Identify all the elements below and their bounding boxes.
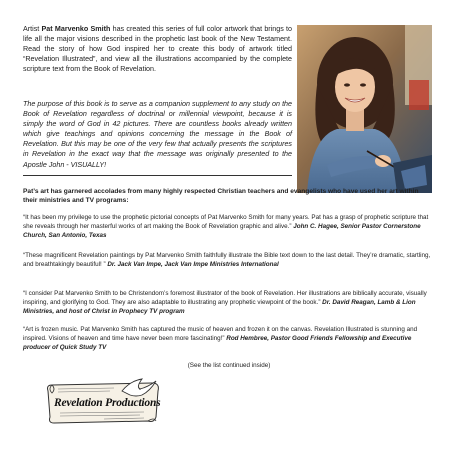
artist-photo-illustration	[297, 25, 432, 193]
intro-lead: Artist	[23, 25, 42, 33]
quote-text: “I consider Pat Marvenko Smith to be Christendom’s foremost illustrator of the book of Revelation. Her illustrations are biblically accurate, visually inspiring, and glorifying to God. They are also adaptable to illustrating any prophetic viewpoint of the book.”	[23, 290, 427, 307]
section-divider	[23, 175, 292, 176]
quote-attribution: John C. Hagee, Senior Pastor Cornerstone Church, San Antonio, Texas	[23, 223, 421, 240]
quote-text: “These magnificent Revelation paintings by Pat Marvenko Smith faithfully illustrate the Bible text down to the last detail. They’re dramatic, startling, and breathtakingly beautiful! ”	[23, 252, 431, 269]
quote-attribution: Dr. David Reagan, Lamb & Lion Ministries, and host of Christ in Prophecy TV program	[23, 299, 416, 316]
purpose-paragraph: The purpose of this book is to serve as a companion supplement to any study on the Book of Revelation regardless of doctrinal or millennial viewpoint, because it is simply the word of God in 42 pictures. There are countless books already written which give teachings and opinions concerning the message in the Book of Revelation. But this may be one of the very few that actually presents the scriptures in Revelation in the exact way that the message was originally presented to the Apostle John - VISUALLY!	[23, 100, 292, 169]
artist-name: Pat Marvenko Smith	[41, 25, 111, 33]
quote-item	[23, 325, 435, 352]
quote-attribution: Dr. Jack Van Impe, Jack Van Impe Ministries International	[107, 261, 279, 269]
intro-body: has created this series of full color artwork that brings to life all the major visions described in the prophetic last book of the New Testament. Read the story of how God inspired her to create this body of artwork titled “Revelation Illustrated”, and view all the illustrations accompanied by the complete scripture text from the Book of Revelation.	[23, 25, 292, 74]
artist-photo	[297, 25, 432, 193]
logo-text: Revelation Productions	[54, 397, 161, 409]
quote-text: “Art is frozen music. Pat Marvenko Smith has captured the music of heaven and frozen it on the canvas. Revelation Illustrated is stunning and inspired. Visions of heaven and time have never been more fascinating!”	[23, 326, 418, 343]
quote-item	[23, 289, 435, 316]
quote-attribution: Rod Hembree, Pastor Good Friends Fellowship and Executive producer of Quick Study TV	[23, 335, 412, 352]
quote-item	[23, 213, 435, 240]
quote-item	[23, 251, 435, 269]
quote-text: “It has been my privilege to use the prophetic pictorial concepts of Pat Marvenko Smith for many years. Pat has a grasp of prophetic scripture that she reveals through her masterful works of art making the Book of Revelation graphic and alive.”	[23, 214, 429, 231]
publisher-logo	[44, 377, 162, 431]
intro-paragraph	[23, 24, 292, 74]
accolades-heading: Pat’s art has garnered accolades from many highly respected Christian teachers and evangelists who have used her art within their ministries and TV programs:	[23, 188, 419, 205]
see-list-note: (See the list continued inside)	[187, 362, 271, 369]
